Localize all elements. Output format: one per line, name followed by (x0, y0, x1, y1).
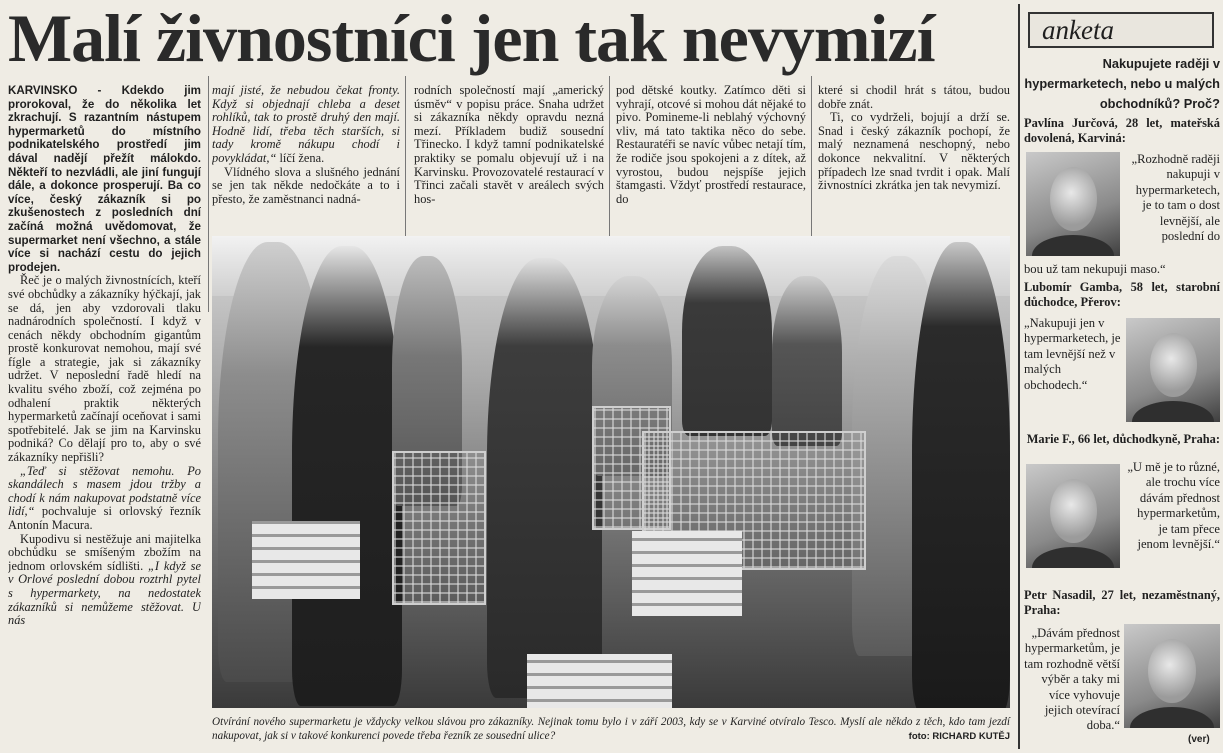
portrait-body (1132, 401, 1215, 422)
respondent-answer: „U mě je to různé, ale trochu více dávám přednost hypermarketům, je tam přece jenom levnější.“ (1127, 460, 1220, 552)
respondent-photo (1126, 318, 1220, 422)
paragraph: Ti, co vydrželi, bojují a drží se. Snad i český zákazník pochopí, že malý neznamená neschopný, nebo dokonce nekvalitní. V některých případech lze snad tvrdit i opak. Malí živnostníci zkrátka jen tak nevymizí. (818, 110, 1010, 193)
respondent-photo (1124, 624, 1220, 728)
paragraph (8, 465, 201, 533)
article-column-4 (616, 84, 806, 234)
article-column-2 (212, 84, 400, 234)
caption-text: Otvírání nového supermarketu je vždycky velkou slávou pro zákazníky. Nejinak tomu bylo i v září 2003, kdy se v Karviné otvíralo Tesco. Myslí ale někdo z těch, kdo tam jezdí nakupovat, jak si v takové konkurenci povede třeba řezník ze sousední ulice? (212, 716, 1010, 742)
column-divider (609, 76, 610, 236)
respondent-name: Marie F., 66 let, důchodkyně, Praha: (1026, 432, 1220, 446)
portrait-face (1150, 333, 1197, 397)
photo-figure (292, 246, 402, 706)
paragraph: které si chodil hrát s tátou, budou dobře znát. (818, 84, 1010, 111)
respondent-name: Pavlína Jurčová, 28 let, mateřská dovolená, Karviná: (1024, 116, 1220, 145)
article-column-3 (414, 84, 604, 234)
paragraph: Vlídného slova a slušného jednání se jen tak někde nedočkáte a to i přesto, že zaměstnanci nadná- (212, 164, 400, 206)
article-column-1 (8, 84, 201, 750)
folding-chair (632, 531, 742, 616)
column-divider (811, 76, 812, 236)
respondent-answer: „Nakupuji jen v hypermarketech, je tam levnější než v malých obchodech.“ (1024, 316, 1121, 392)
headline: Malí živnostníci jen tak nevymizí (8, 0, 935, 76)
folding-chair (527, 654, 672, 708)
respondent-name: Lubomír Gamba, 58 let, starobní důchodce, Přerov: (1024, 280, 1220, 309)
paragraph-text: líčí žena. (276, 150, 325, 165)
portrait-face (1050, 167, 1097, 231)
quote: „Teď si stěžovat nemohu. Po skandálech s masem jdou tržby a chodí k nám nakupovat podstatně více lidí,“ (8, 463, 201, 519)
quote: „I když se v Orlové poslední dobou roztrhl pytel s hypermarkety, na nedostatek zákazníků si nemůžeme stěžovat. U nás (8, 558, 201, 628)
quote: mají jisté, že nebudou čekat fronty. Když si objednají chleba a deset rohlíků, tak to prostě druhý den mají. Hodně lidí, třeba těch starších, si tady kromě nákupu chodí i povykládat,“ (212, 84, 400, 165)
anketa-sidebar (1018, 4, 1221, 749)
folding-chair (252, 521, 360, 599)
column-divider (208, 76, 209, 312)
paragraph (212, 84, 400, 166)
respondent-answer: „Rozhodně raději nakupuji v hypermarketech, je to tam o dost levnější, ale poslední do (1131, 152, 1220, 244)
respondent-photo (1026, 464, 1120, 568)
photo-figure (487, 258, 602, 698)
paragraph: Řeč je o malých živnostnících, kteří své obchůdky a zákazníky hýčkají, jak se dá, jen aby vzdorovali tlaku nadnárodních společností. I když v cenách někdy obchodním gigantům prostě konkurovat nemohou, mají své fígle a strategie, jak si zákazníky udržet. V neposlední řadě hledí na kvalitu svého zboží, což zejména po odhalení praktik některých hypermarketů začínají oceňovat i sami spotřebitelé. Jak se jim na Karvinsku podniká? Co dělají pro to, aby o své zákazníky nepřišli? (8, 273, 201, 465)
photo-figure (912, 242, 1010, 708)
photo-figure (772, 276, 842, 446)
respondent-name: Petr Nasadil, 27 let, nezaměstnaný, Praha: (1024, 588, 1220, 617)
respondent-photo (1026, 152, 1120, 256)
paragraph: pod dětské koutky. Zatímco děti si vyhrají, otcové si mohou dát nějaké to pivo. Pomineme-li neblahý výchovný vliv, má tato taktika něco do sebe. Restauratéři se navíc vůbec netají tím, že rodiče jsou spokojeni a z dítek, až vyrostou, budou nejspíše jejich štamgasti. Vždyť prostředí restaurace, do (616, 84, 806, 206)
article-column-5 (818, 84, 1010, 234)
paragraph-text: pochvaluje si orlovský řezník Antonín Macura. (8, 504, 201, 532)
article-lead (8, 84, 201, 274)
column-divider (405, 76, 406, 236)
anketa-question: Nakupujete raději v hypermarketech, nebo u malých obchodníků? Proč? (1024, 56, 1220, 111)
article-photo (212, 236, 1010, 708)
paragraph (8, 533, 201, 628)
photo-figure (682, 246, 772, 436)
dateline: KARVINSKO - (8, 84, 102, 97)
respondent-answer-tail: bou už tam nekupuji maso.“ (1024, 262, 1166, 276)
author-signature: (ver) (1188, 734, 1210, 745)
portrait-body (1032, 235, 1115, 256)
paragraph-text: Kupodivu si nestěžuje ani majitelka obchůdku se smíšeným zbožím na jednom orlovském sídlišti. (8, 531, 201, 573)
photo-caption (212, 716, 1010, 743)
lead-text: Kdekdo jim prorokoval, že do několika let zkrachují. S razantním nástupem hypermarketů do místního podnikatelského prostředí jim dával nadějí přežít málokdo. Někteří to nezvládli, ale jiní fungují dále, a dokonce prosperují. Ba co více, český zákazník si po zkušenostech z posledních dní začíná možná uvědomovat, že supermarket není všechno, a stále více si nachází cestu do jejich prodejen. (8, 84, 201, 274)
portrait-face (1050, 479, 1097, 543)
portrait-body (1032, 547, 1115, 568)
portrait-body (1130, 707, 1214, 728)
anketa-label: anketa (1028, 12, 1214, 48)
portrait-face (1148, 639, 1196, 703)
shopping-cart (392, 451, 486, 605)
photo-credit: foto: RICHARD KUTĚJ (908, 730, 1010, 742)
paragraph: rodních společností mají „americký úsměv“ v popisu práce. Snaha udržet si zákazníka někdy opravdu nezná mezí. Příkladem budiž sousední Třinecko. I když tamní podnikatelské praktiky se pomalu objevují už i na Karvinsku. Provozovatelé restaurací v Třinci začali stavět v areálech svých hos- (414, 84, 604, 206)
respondent-answer: „Dávám přednost hypermarketům, je tam rozhodně větší výběr a taky mi více vyhovuje jejich otevírací doba.“ (1024, 626, 1120, 733)
